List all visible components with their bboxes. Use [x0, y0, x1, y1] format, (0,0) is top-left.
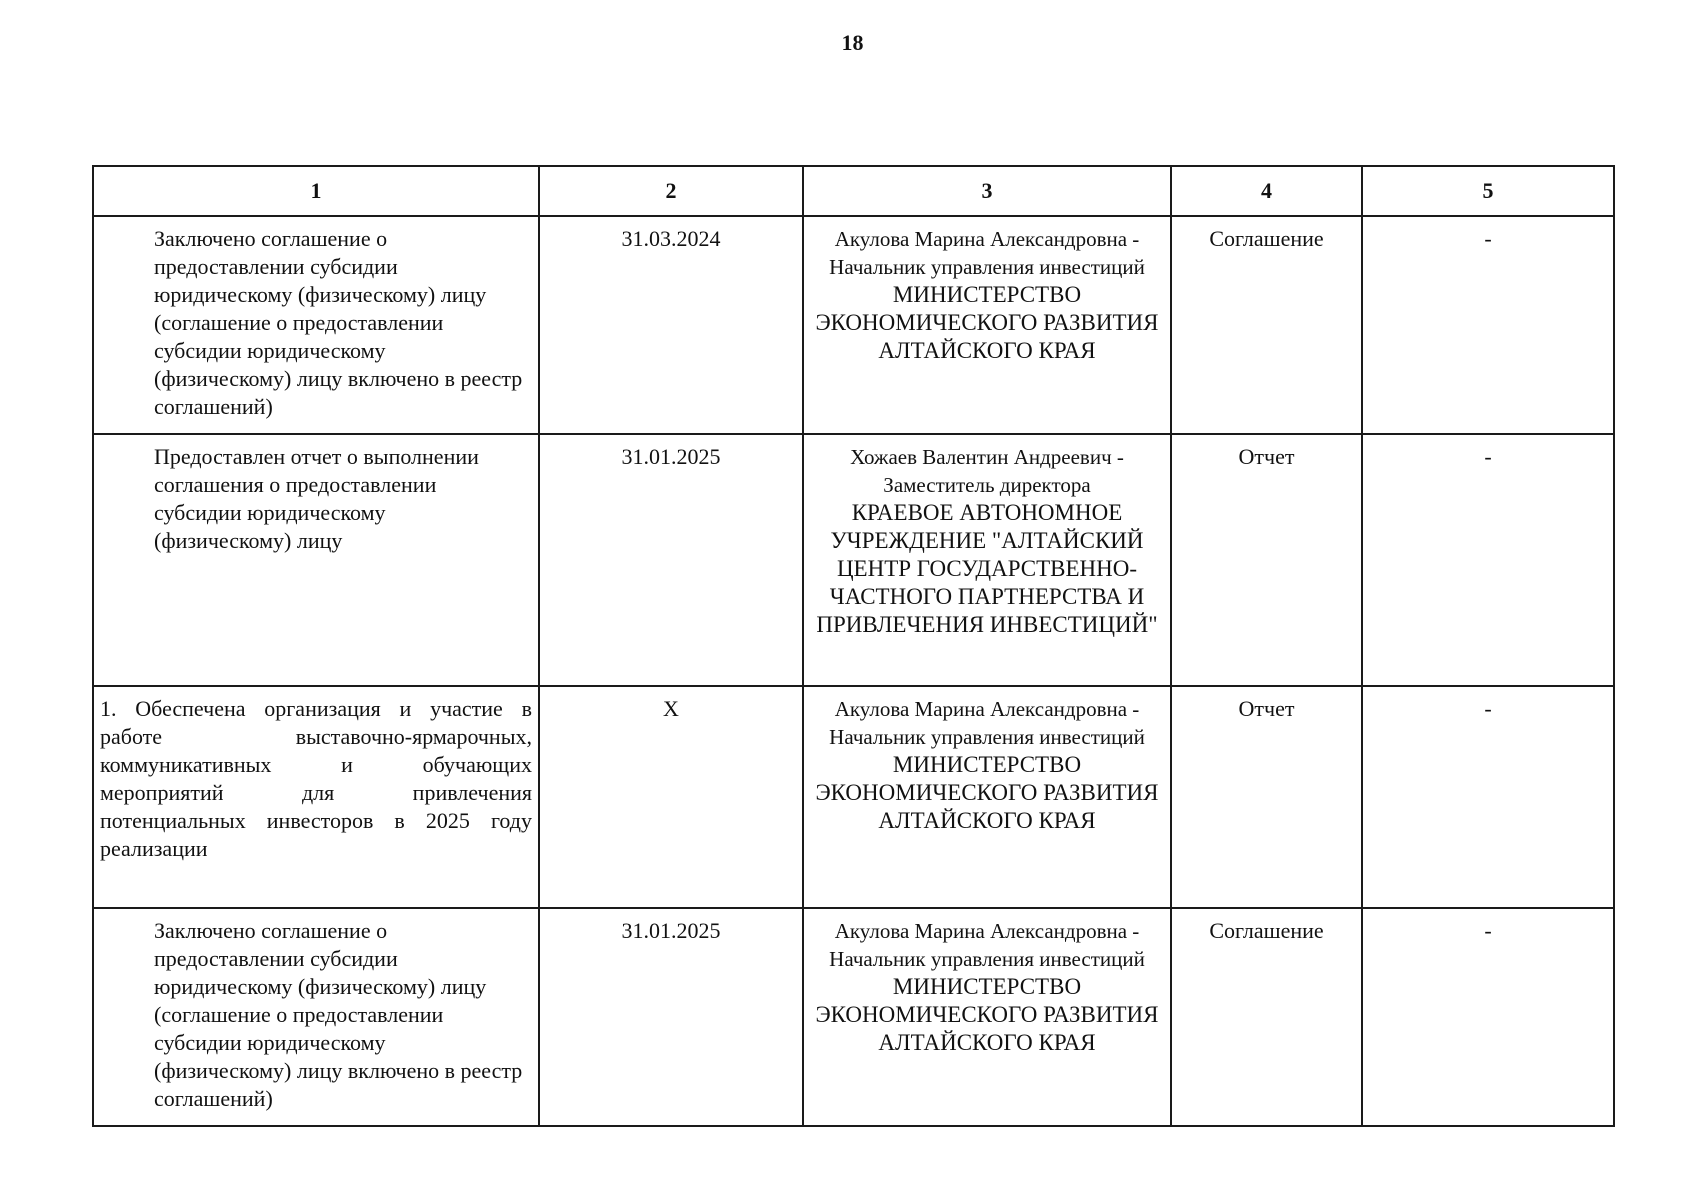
row-date: 31.01.2025 [539, 434, 803, 686]
row-date: X [539, 686, 803, 908]
responsible-person: Акулова Марина Александровна - Начальник управления инвестиций [829, 697, 1145, 749]
row-column-5: - [1362, 216, 1614, 434]
column-header-3: 3 [803, 166, 1171, 216]
row-column-5: - [1362, 686, 1614, 908]
table-header-row [93, 166, 1614, 216]
table-row [93, 908, 1614, 1126]
responsible-person: Акулова Марина Александровна - Начальник управления инвестиций [829, 919, 1145, 971]
plan-table [92, 165, 1615, 1127]
column-header-4: 4 [1171, 166, 1362, 216]
column-header-5: 5 [1362, 166, 1614, 216]
row-document-type: Отчет [1171, 434, 1362, 686]
row-document-type: Соглашение [1171, 216, 1362, 434]
row-responsible [803, 908, 1171, 1126]
row-description: Заключено соглашение о предоставлении субсидии юридическому (физическому) лицу (соглашение о предоставлении субсидии юридическому (физическому) лицу включено в реестр соглашений) [93, 216, 539, 434]
table-row [93, 216, 1614, 434]
row-document-type: Отчет [1171, 686, 1362, 908]
responsible-organization: МИНИСТЕРСТВО ЭКОНОМИЧЕСКОГО РАЗВИТИЯ АЛТАЙСКОГО КРАЯ [815, 282, 1159, 363]
row-description: 1. Обеспечена организация и участие в работе выставочно-ярмарочных, коммуникативных и обучающих мероприятий для привлечения потенциальных инвесторов в 2025 году реализации [93, 686, 539, 908]
row-document-type: Соглашение [1171, 908, 1362, 1126]
row-description: Заключено соглашение о предоставлении субсидии юридическому (физическому) лицу (соглашение о предоставлении субсидии юридическому (физическому) лицу включено в реестр соглашений) [93, 908, 539, 1126]
row-responsible [803, 434, 1171, 686]
row-date: 31.01.2025 [539, 908, 803, 1126]
responsible-person: Хожаев Валентин Андреевич - Заместитель директора [850, 445, 1124, 497]
column-header-2: 2 [539, 166, 803, 216]
row-column-5: - [1362, 908, 1614, 1126]
responsible-organization: МИНИСТЕРСТВО ЭКОНОМИЧЕСКОГО РАЗВИТИЯ АЛТАЙСКОГО КРАЯ [815, 974, 1159, 1055]
table-row [93, 434, 1614, 686]
row-responsible [803, 216, 1171, 434]
responsible-organization: КРАЕВОЕ АВТОНОМНОЕ УЧРЕЖДЕНИЕ "АЛТАЙСКИЙ ЦЕНТР ГОСУДАРСТВЕННО-ЧАСТНОГО ПАРТНЕРСТВА И ПРИВЛЕЧЕНИЯ ИНВЕСТИЦИЙ" [816, 500, 1158, 637]
row-description: Предоставлен отчет о выполнении соглашения о предоставлении субсидии юридическому (физическому) лицу [93, 434, 539, 686]
page-number: 18 [841, 30, 864, 55]
row-responsible [803, 686, 1171, 908]
row-date: 31.03.2024 [539, 216, 803, 434]
row-column-5: - [1362, 434, 1614, 686]
responsible-organization: МИНИСТЕРСТВО ЭКОНОМИЧЕСКОГО РАЗВИТИЯ АЛТАЙСКОГО КРАЯ [815, 752, 1159, 833]
responsible-person: Акулова Марина Александровна - Начальник управления инвестиций [829, 227, 1145, 279]
column-header-1: 1 [93, 166, 539, 216]
table-row [93, 686, 1614, 908]
